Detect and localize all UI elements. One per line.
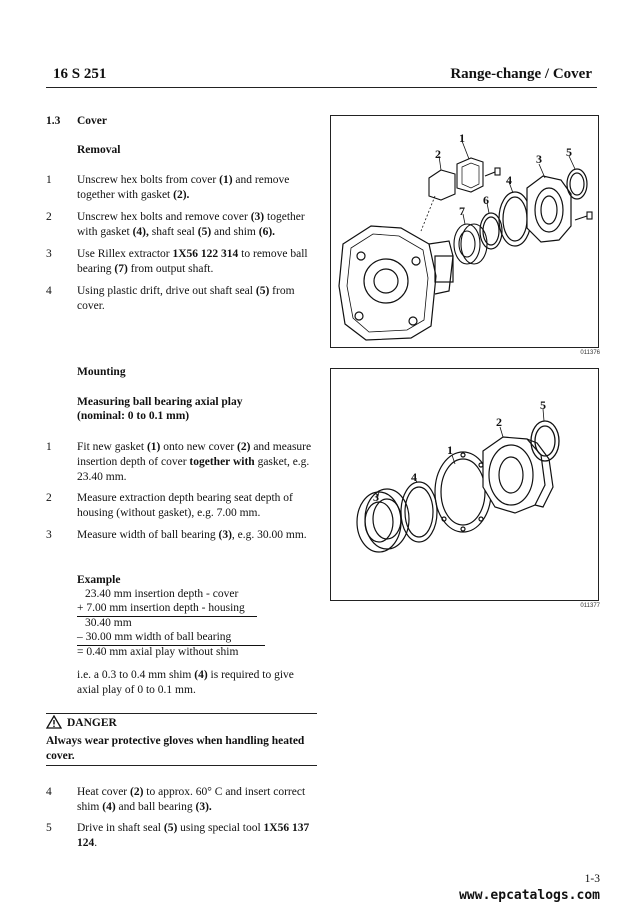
step-text: Unscrew hex bolts from cover (1) and remove together with gasket (2).	[77, 174, 290, 201]
cover-bolt-drawing	[575, 212, 592, 220]
callout-5: 5	[540, 398, 546, 412]
example-line-2: + 7.00 mm insertion depth - housing	[77, 601, 257, 617]
step-number: 4	[46, 285, 52, 297]
bolt-drawing	[485, 168, 500, 176]
danger-top-rule	[46, 713, 317, 714]
transmission-housing-drawing	[339, 226, 453, 340]
step-number: 3	[46, 529, 52, 541]
shim-drawing	[401, 482, 437, 542]
step-number: 1	[46, 174, 52, 186]
callout-5: 5	[566, 145, 572, 159]
example-line-4: – 30.00 mm width of ball bearing	[77, 630, 265, 646]
callout-2: 2	[496, 415, 502, 429]
example-line-5: = 0.40 mm axial play without shim	[77, 646, 239, 658]
step-text: Measure extraction depth bearing seat depth of housing (without gasket), e.g. 7.00 mm.	[77, 492, 293, 519]
danger-text: Always wear protective gloves when handling heated cover.	[46, 735, 305, 762]
step-text: Drive in shaft seal (5) using special tool 1X56 137 124.	[77, 822, 310, 849]
section-number: 1.3	[46, 115, 61, 127]
step-number: 2	[46, 492, 52, 504]
header-right: Range-change / Cover	[450, 66, 592, 82]
callout-4: 4	[506, 173, 512, 187]
figure-removal	[330, 115, 599, 348]
watermark: www.epcatalogs.com	[459, 888, 600, 903]
cover-plate-drawing	[457, 158, 483, 192]
step-number: 5	[46, 822, 52, 834]
callout-2: 2	[435, 147, 441, 161]
example-line-3: 30.40 mm	[85, 617, 132, 629]
figure-removal-ref: 011376	[580, 350, 600, 356]
ball-bearing-drawing	[454, 224, 487, 264]
step-text: Heat cover (2) to approx. 60° C and insert correct shim (4) and ball bearing (3).	[77, 786, 306, 813]
figure-mounting-ref: 011377	[580, 603, 600, 609]
shaft-seal-drawing	[567, 169, 587, 199]
figure-mounting-drawing	[331, 369, 598, 600]
removal-title: Removal	[77, 144, 121, 156]
danger-label: DANGER	[67, 717, 117, 729]
section-title: Cover	[77, 115, 108, 127]
callout-4: 4	[411, 470, 417, 484]
figure-mounting	[330, 368, 599, 601]
mounting-subtitle: Measuring ball bearing axial play	[77, 396, 243, 408]
shaft-seal-drawing	[531, 421, 559, 461]
callout-6: 6	[483, 193, 489, 207]
step-text: Use Rillex extractor 1X56 122 314 to remove ball bearing (7) from output shaft.	[77, 248, 308, 275]
step-number: 1	[46, 441, 52, 453]
danger-bottom-rule	[46, 765, 317, 766]
header-left: 16 S 251	[53, 66, 107, 82]
range-change-cover-drawing	[527, 176, 571, 242]
step-text: Measure width of ball bearing (3), e.g. 30.00 mm.	[77, 529, 307, 541]
cover-gasket-drawing	[499, 192, 531, 246]
callout-3: 3	[373, 490, 379, 504]
example-title: Example	[77, 574, 121, 586]
step-text: Fit new gasket (1) onto new cover (2) and measure insertion depth of cover together with gasket, e.g. 23.40 mm.	[77, 441, 312, 483]
step-number: 4	[46, 786, 52, 798]
mounting-nominal: (nominal: 0 to 0.1 mm)	[77, 410, 190, 422]
callout-7: 7	[459, 204, 465, 218]
step-number: 2	[46, 211, 52, 223]
callout-3: 3	[536, 152, 542, 166]
mounting-title: Mounting	[77, 366, 126, 378]
gasket-drawing	[429, 170, 455, 200]
callout-1: 1	[459, 131, 465, 145]
page-number: 1-3	[584, 873, 600, 885]
callout-1: 1	[447, 443, 453, 457]
figure-removal-drawing	[331, 116, 598, 347]
step-text: Using plastic drift, drive out shaft seal (5) from cover.	[77, 285, 295, 312]
range-change-cover-drawing	[483, 437, 553, 513]
step-number: 3	[46, 248, 52, 260]
header-rule	[46, 87, 597, 88]
example-line-1: 23.40 mm insertion depth - cover	[85, 588, 239, 600]
step-text: Unscrew hex bolts and remove cover (3) together with gasket (4), shaft seal (5) and shim (6).	[77, 211, 305, 238]
warning-triangle-icon	[46, 715, 62, 729]
example-note: i.e. a 0.3 to 0.4 mm shim (4) is required to give axial play of 0 to 0.1 mm.	[77, 669, 294, 696]
